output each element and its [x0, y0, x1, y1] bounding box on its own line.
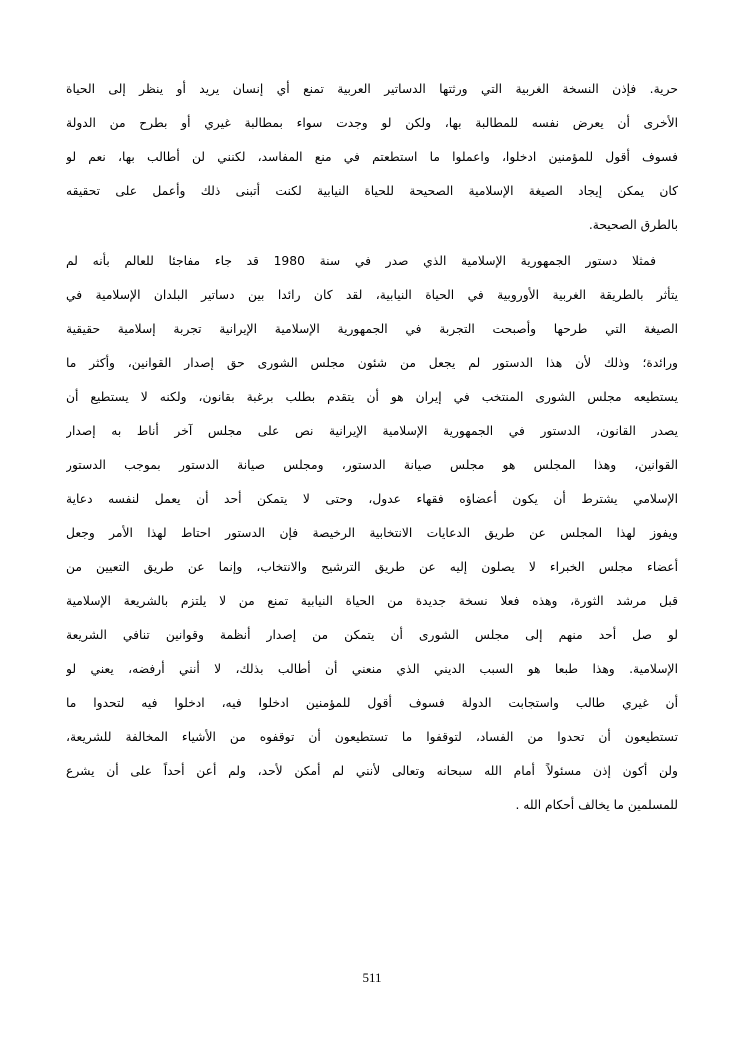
text-line: أعضاء مجلس الخبراء لا يصلون إليه عن طريق الترشيح والانتخاب، وإنما عن طريق التعيين من — [66, 560, 678, 574]
paragraph-2 — [66, 244, 678, 822]
text-line: الصيغة التي طرحها وأصبحت التجربة في الجمهورية الإسلامية الإيرانية تجربة إسلامية حقيقية — [66, 322, 678, 336]
text-line: لو صل أحد منهم إلى مجلس الشورى أن يتمكن من إصدار أنظمة وقوانين تنافي الشريعة — [66, 628, 678, 642]
page-number: 511 — [362, 970, 382, 985]
body-text — [66, 72, 678, 822]
text-line: ولن أكون إذن مسئولاً أمام الله سبحانه وتعالى لأنني لم أمكن لأحد، ولم أعن أحداً على أن يشرع — [66, 764, 678, 778]
text-line: كان يمكن إيجاد الصيغة الإسلامية الصحيحة للحياة النيابية لكنت أتبنى ذلك وأعمل على تحقيقه — [66, 184, 678, 198]
text-line: فمثلا دستور الجمهورية الإسلامية الذي صدر في سنة 1980 قد جاء مفاجئا للعالم بأنه لم — [66, 254, 656, 268]
paragraph-1 — [66, 72, 678, 242]
text-line: الأخرى أن يعرض نفسه للمطالبة بها، ولكن لو وجدت سواء بمطالبة غيري أو بطرح من الدولة — [66, 116, 678, 130]
text-line: يصدر القانون، الدستور في الجمهورية الإسلامية الإيرانية نص على مجلس آخر أناط به إصدار — [66, 424, 678, 438]
text-line: فسوف أقول للمؤمنين ادخلوا، واعملوا ما استطعتم في منع المفاسد، لكنني لن أطالب بها، نعم لو — [66, 150, 678, 164]
text-line: القوانين، وهذا المجلس هو مجلس صيانة الدستور، ومجلس صيانة الدستور بموجب الدستور — [66, 458, 678, 472]
text-line: تستطيعون أن تحدوا من الفساد، لتوقفوا ما تستطيعون أن توقفوه من الأشياء المخالفة للشريعة، — [66, 730, 678, 744]
text-line: أن غيري طالب واستجابت الدولة فسوف أقول للمؤمنين ادخلوا فيه، ادخلوا فيه لتحدوا ما — [66, 696, 678, 710]
text-line: يتأثر بالطريقة الغربية الأوروبية في الحياة النيابية، لقد كان رائدا بين دساتير البلدان الإسلامية في — [66, 288, 678, 302]
text-line: ورائدة؛ وذلك لأن هذا الدستور لم يجعل من شئون مجلس الشورى حق إصدار القوانين، وأكثر ما — [66, 356, 678, 370]
text-line: للمسلمين ما يخالف أحكام الله . — [515, 798, 678, 812]
text-line: الإسلامي يشترط أن يكون أعضاؤه فقهاء عدول، وحتى لا يتمكن أحد أن يعمل لنفسه دعاية — [66, 492, 678, 506]
text-line: بالطرق الصحيحة. — [588, 218, 678, 232]
text-line: يستطيعه مجلس الشورى المنتخب في إيران هو أن يتقدم بطلب برغبة بقانون، ولكنه لا يستطيع أن — [66, 390, 678, 404]
text-line: الإسلامية. وهذا طبعا هو السبب الديني الذي منعني أن أطالب بذلك، لا أنني أرفضه، يعني لو — [66, 662, 678, 676]
text-line: ويفوز لهذا المجلس عن طريق الدعايات الانتخابية الرخيصة فإن الدستور احتاط لهذا الأمر وجعل — [66, 526, 678, 540]
text-line: حرية. فإذن النسخة الغربية التي ورثتها الدساتير العربية تمنع أي إنسان يريد أو ينظر إلى الحياة — [66, 82, 678, 96]
text-line: قبل مرشد الثورة، وهذه فعلا نسخة جديدة من الحياة النيابية تمنع من لا يلتزم بالشريعة الإسلامية — [66, 594, 678, 608]
